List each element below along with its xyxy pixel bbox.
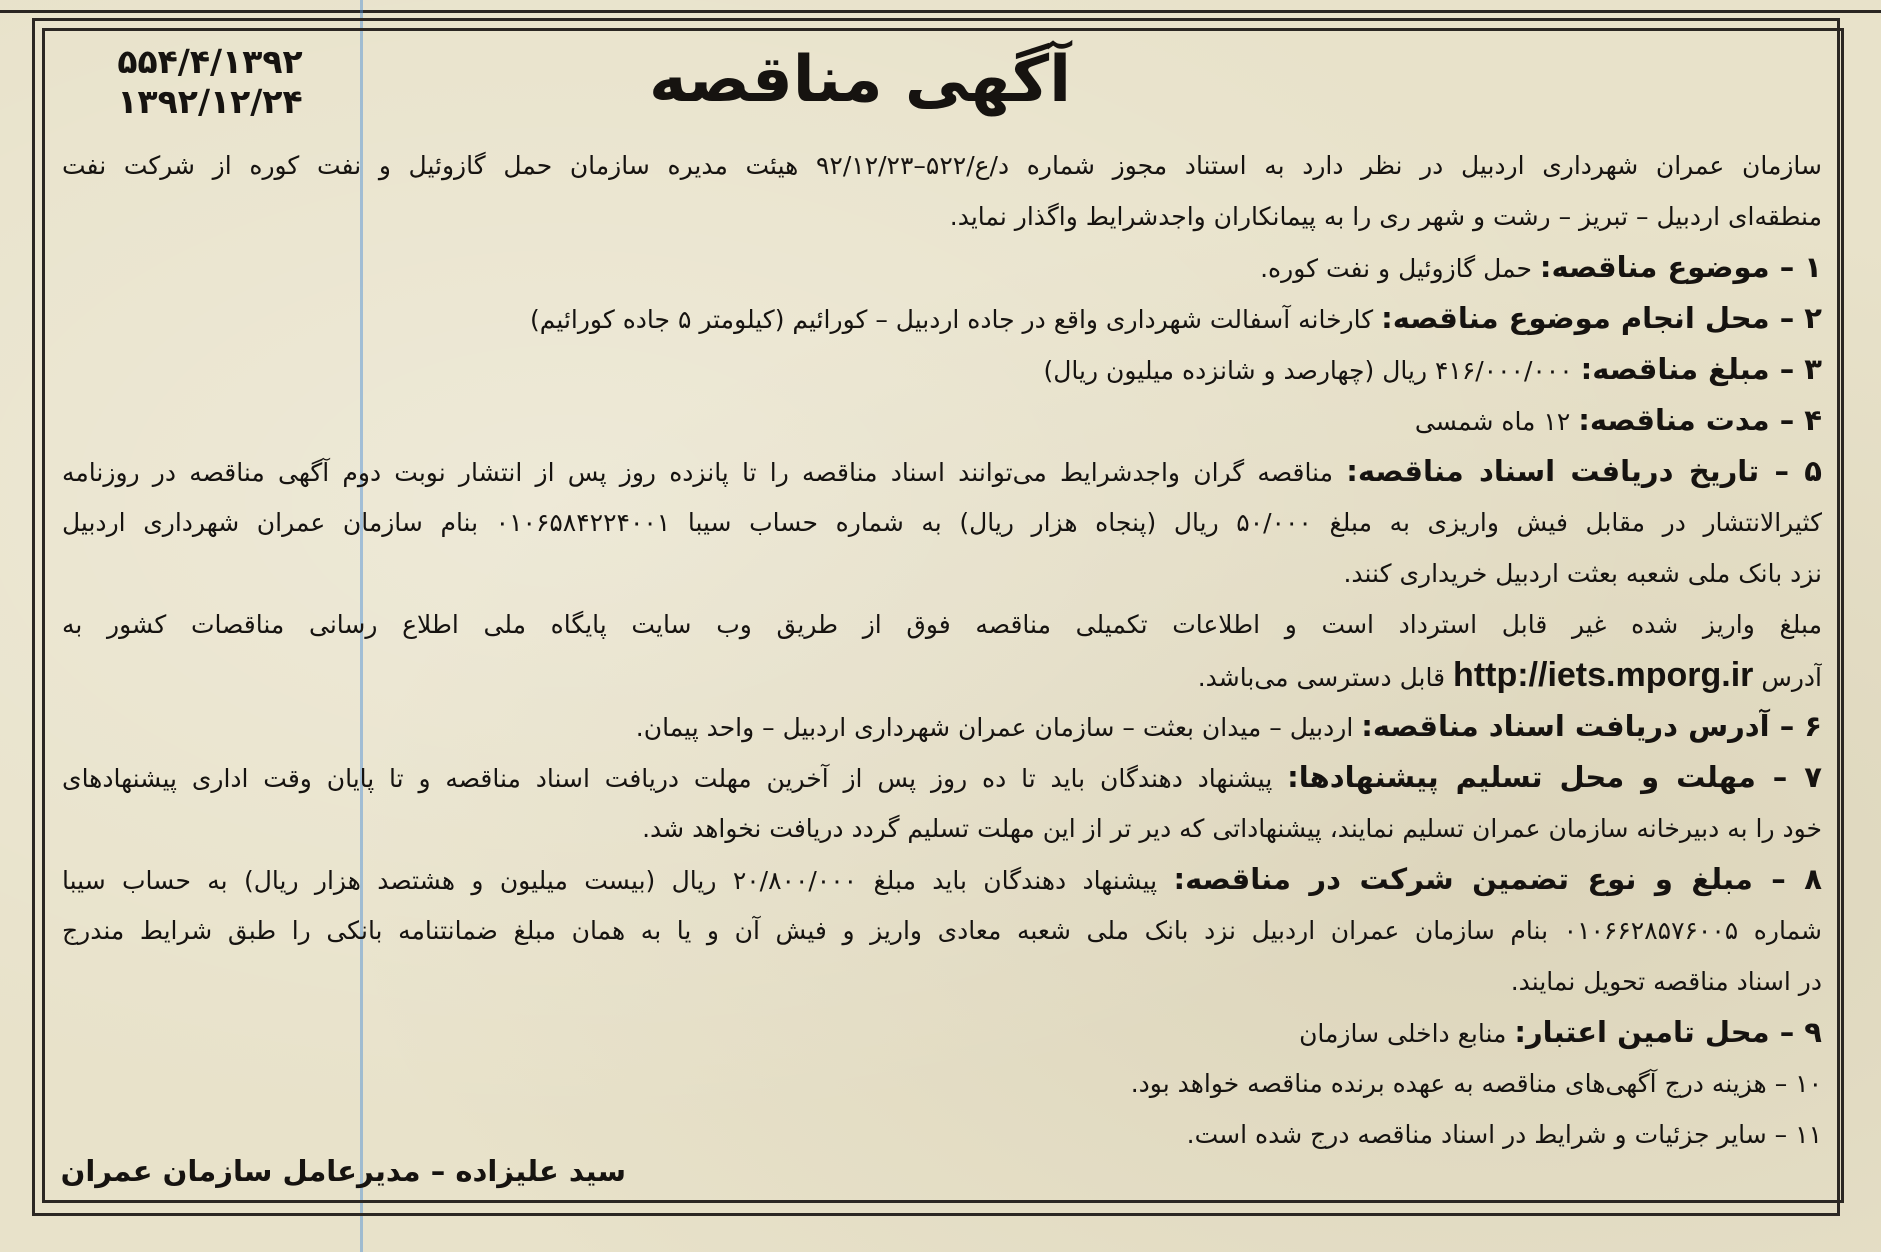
note-line-2 (62, 650, 1822, 701)
item-7-text-1: پیشنهاد دهندگان باید تا ده روز پس از آخرین مهلت دریافت اسناد مناقصه و تا پایان وقت اداری پیشنهادهای (62, 764, 1273, 793)
item-2 (62, 293, 1822, 344)
item-5-line-1 (62, 446, 1822, 497)
item-5-line-3: نزد بانک ملی شعبه بعثت اردبیل خریداری کنند. (1343, 559, 1822, 588)
item-7-line-1 (62, 752, 1822, 803)
item-1-label: ۱ – موضوع مناقصه: (1539, 250, 1822, 284)
notice-title: آگهی مناقصه (649, 43, 1071, 117)
item-11: ۱۱ – سایر جزئیات و شرایط در اسناد مناقصه درج شده است. (1186, 1120, 1822, 1149)
notice-body (62, 140, 1822, 1160)
item-9-label: ۹ – محل تامین اعتبار: (1514, 1015, 1822, 1049)
item-7-line-2: خود را به دبیرخانه سازمان عمران تسلیم نمایند، پیشنهاداتی که دیر تر از این مهلت تسلیم گردد دریافت نخواهد شد. (642, 814, 1822, 843)
intro-line-1: سازمان عمران شهرداری اردبیل در نظر دارد به استناد مجوز شماره د/ع/۵۲۲–۹۲/۱۲/۲۳ هیئت مدیره سازمان حمل گازوئیل و نفت کوره از شرکت نفت (62, 151, 1822, 180)
intro-line-2: منطقه‌ای اردبیل – تبریز – رشت و شهر ری را به پیمانکاران واجدشرایط واگذار نماید. (949, 202, 1822, 231)
item-9 (62, 1007, 1822, 1058)
item-3 (62, 344, 1822, 395)
item-1 (62, 242, 1822, 293)
item-8-line-3: در اسناد مناقصه تحویل نمایند. (1510, 967, 1822, 996)
item-5-label: ۵ – تاریخ دریافت اسناد مناقصه: (1346, 454, 1822, 488)
item-6-text: اردبیل – میدان بعثت – سازمان عمران شهرداری اردبیل – واحد پیمان. (635, 713, 1354, 742)
item-7-label: ۷ – مهلت و محل تسلیم پیشنهادها: (1287, 760, 1822, 794)
item-2-label: ۲ – محل انجام موضوع مناقصه: (1381, 301, 1822, 335)
item-6-label: ۶ – آدرس دریافت اسناد مناقصه: (1361, 709, 1822, 743)
item-3-label: ۳ – مبلغ مناقصه: (1580, 352, 1822, 386)
item-3-text: ۴۱۶/۰۰۰/۰۰۰ ریال (چهارصد و شانزده میلیون ریال) (1043, 356, 1573, 385)
item-8-line-1 (62, 854, 1822, 905)
item-4-text: ۱۲ ماه شمسی (1414, 407, 1571, 436)
signature: سید علیزاده – مدیرعامل سازمان عمران (60, 1154, 626, 1188)
item-1-text: حمل گازوئیل و نفت کوره. (1260, 254, 1532, 283)
tender-portal-link[interactable]: http://iets.mporg.ir (1453, 656, 1754, 694)
item-2-text: کارخانه آسفالت شهرداری واقع در جاده اردبیل – کورائیم (کیلومتر ۵ جاده کورائیم) (530, 305, 1374, 334)
item-6 (62, 701, 1822, 752)
top-rule (0, 0, 1881, 13)
item-4 (62, 395, 1822, 446)
item-8-line-2: شماره ۰۱۰۶۶۲۸۵۷۶۰۰۵ بنام سازمان عمران اردبیل نزد بانک ملی شعبه معادی واریز و فیش آن و یا به همان مبلغ ضمانتنامه بانکی را طبق شرایط مندرج (62, 916, 1822, 945)
item-5-line-2: کثیرالانتشار در مقابل فیش واریزی به مبلغ ۵۰/۰۰۰ ریال (پنجاه هزار ریال) به شماره حساب سیبا ۰۱۰۶۵۸۴۲۲۴۰۰۱ بنام سازمان عمران شهرداری اردبیل (62, 508, 1822, 537)
note-suffix: قابل دسترسی می‌باشد. (1197, 663, 1446, 692)
item-10: ۱۰ – هزینه درج آگهی‌های مناقصه به عهده برنده مناقصه خواهد بود. (1130, 1069, 1822, 1098)
item-4-label: ۴ – مدت مناقصه: (1578, 403, 1822, 437)
item-5-text-1: مناقصه گران واجدشرایط می‌توانند اسناد مناقصه را تا پانزده روز پس از انتشار نوبت دوم آگهی مناقصه در روزنامه (62, 458, 1333, 487)
item-8-text-1: پیشنهاد دهندگان باید مبلغ ۲۰/۸۰۰/۰۰۰ ریال (بیست میلیون و هشتصد هزار ریال) به حساب سیبا (62, 866, 1158, 895)
reference-date: ۱۳۹۲/۱۲/۲۴ (117, 82, 303, 121)
note-prefix: آدرس (1761, 663, 1822, 692)
note-line-1: مبلغ واریز شده غیر قابل استرداد است و اطلاعات تکمیلی مناقصه فوق از طریق وب سایت پایگاه ملی اطلاع رسانی مناقصات کشور به (62, 610, 1822, 639)
item-9-text: منابع داخلی سازمان (1299, 1019, 1507, 1048)
item-8-label: ۸ – مبلغ و نوع تضمین شرکت در مناقصه: (1173, 862, 1822, 896)
reference-number: ۵۵۴/۴/۱۳۹۲ (117, 42, 303, 81)
reference-block (110, 42, 310, 122)
